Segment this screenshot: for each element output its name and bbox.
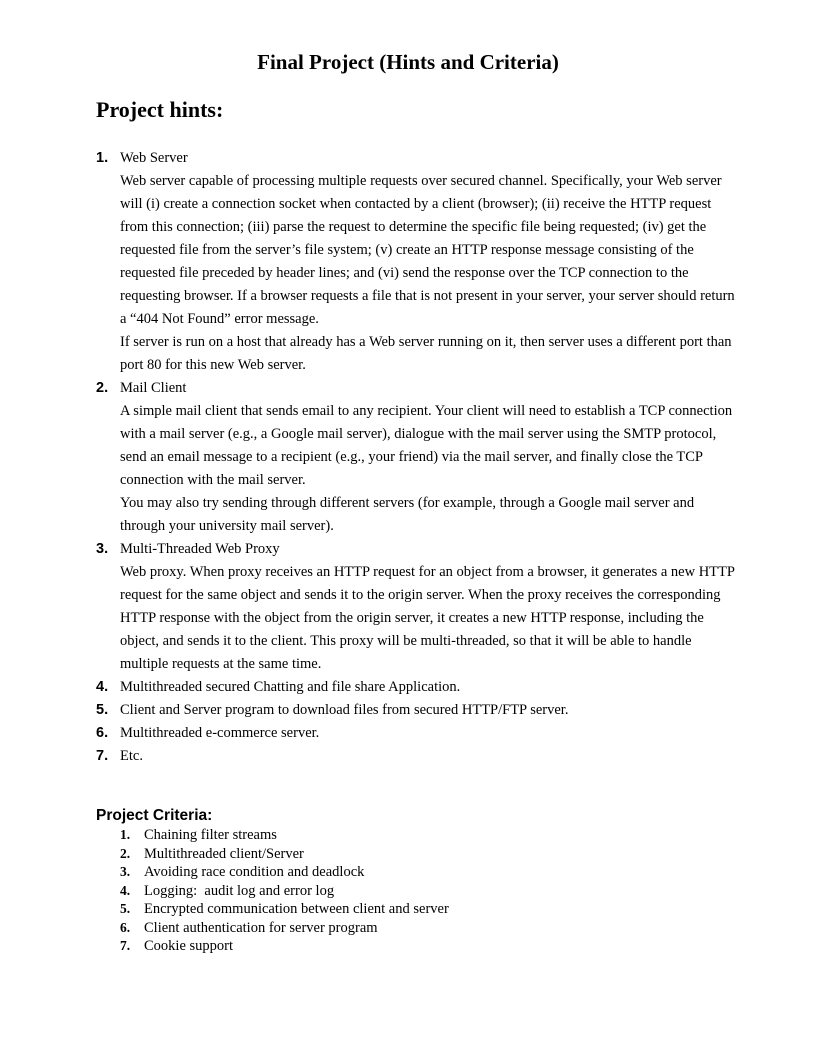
criterion-text: Chaining filter streams (144, 827, 277, 843)
hint-number: 1. (96, 150, 109, 166)
hint-number: 6. (96, 725, 109, 741)
criterion-item (120, 826, 720, 845)
criterion-item (120, 937, 720, 956)
hint-item-web-proxy (96, 538, 736, 676)
criterion-number: 3. (120, 864, 131, 879)
hint-item-ecommerce (96, 722, 736, 745)
hint-item-etc (96, 745, 736, 768)
criterion-text: Multithreaded client/Server (144, 845, 304, 862)
hint-title: Web Server (120, 150, 188, 166)
criterion-number: 7. (120, 938, 131, 953)
hint-number: 4. (96, 679, 109, 695)
criterion-number: 2. (120, 845, 131, 861)
hint-number: 7. (96, 748, 109, 764)
hint-paragraph: If server is run on a host that already has a Web server running on it, then server uses a different port than port 80 for this new Web server. (120, 334, 732, 373)
criterion-number: 6. (120, 919, 131, 935)
criterion-item (120, 900, 720, 919)
hint-title: Multithreaded secured Chatting and file share Application. (120, 679, 461, 695)
hint-number: 2. (96, 380, 109, 396)
criterion-text: Client authentication for server program (144, 919, 378, 936)
document-title: Final Project (Hints and Criteria) (257, 50, 559, 74)
hint-title: Etc. (120, 748, 143, 764)
criterion-item (120, 882, 720, 901)
project-criteria-heading: Project Criteria: (96, 807, 213, 824)
criterion-number: 4. (120, 882, 131, 898)
hint-title: Mail Client (120, 380, 187, 396)
criterion-text: Avoiding race condition and deadlock (144, 864, 365, 880)
hint-title: Multi-Threaded Web Proxy (120, 541, 280, 557)
criterion-number: 1. (120, 827, 131, 842)
hint-paragraph: You may also try sending through different servers (for example, through a Google mail server and through your university mail server). (120, 495, 695, 534)
criterion-item (120, 919, 720, 938)
hint-number: 5. (96, 702, 109, 718)
criterion-number: 5. (120, 901, 131, 916)
hint-title: Client and Server program to download files from secured HTTP/FTP server. (120, 702, 569, 718)
hint-item-web-server (96, 147, 736, 377)
criterion-text: Encrypted communication between client and server (144, 901, 449, 917)
hint-paragraph: A simple mail client that sends email to any recipient. Your client will need to establish a TCP connection with a mail server (e.g., a Google mail server), dialogue with the mail server using the SMTP protocol, send an email message to a recipient (e.g., your friend) via the mail server, and finally close the TCP connection with the mail server. (120, 403, 733, 488)
project-hints-heading: Project hints: (96, 97, 224, 122)
hint-number: 3. (96, 541, 109, 557)
hint-paragraph: Web server capable of processing multiple requests over secured channel. Specifically, your Web server will (i) create a connection socket when contacted by a client (browser); (ii) receive the HTTP request from this connection; (iii) parse the request to determine the specific file being requested; (iv) get the requested file from the server’s file system; (v) create an HTTP response message consisting of the requested file preceded by header lines; and (vi) send the response over the TCP connection to the requesting browser. If a browser requests a file that is not present in your server, your server should return a “404 Not Found” error message. (120, 173, 735, 327)
hint-paragraph: Web proxy. When proxy receives an HTTP request for an object from a browser, it generates a new HTTP request for the same object and sends it to the origin server. When the proxy receives the corresponding HTTP response with the object from the origin server, it creates a new HTTP response, including the object, and sends it to the client. This proxy will be multi-threaded, so that it will be able to handle multiple requests at the same time. (120, 564, 735, 672)
project-criteria-list (120, 826, 720, 956)
criterion-text: Logging: audit log and error log (144, 882, 335, 899)
project-hints-list (96, 147, 736, 768)
hint-item-mail-client (96, 377, 736, 538)
criterion-item (120, 845, 720, 864)
hint-item-chat-app (96, 676, 736, 699)
criterion-item (120, 863, 720, 882)
hint-item-file-download (96, 699, 736, 722)
hint-title: Multithreaded e-commerce server. (120, 725, 320, 741)
criterion-text: Cookie support (144, 938, 234, 954)
